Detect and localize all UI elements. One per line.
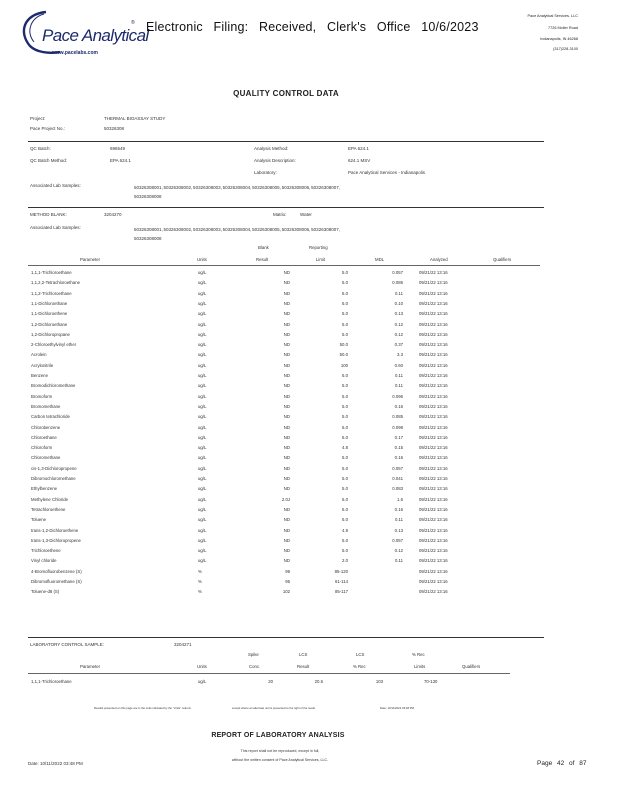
cell-units: ug/L (198, 342, 207, 348)
cell-rl: 5.0 (342, 424, 348, 430)
cell-blank: ND (283, 321, 290, 327)
cell-mdl: 0.085 (392, 414, 403, 420)
matrix-label: Matrix: (273, 212, 287, 217)
cell-blank: ND (283, 527, 290, 533)
footer-note-3: Date: 10/11/2022 03:48 PM (380, 706, 415, 710)
cell-analyzed: 09/21/22 13:16 (419, 589, 448, 595)
lab-address-line-2: 7726 Moller Road (548, 26, 578, 30)
cell-param: Chlorobenzene (31, 424, 61, 430)
qc-batch-value: 696549 (110, 146, 126, 151)
cell-mdl: 0.13 (394, 311, 403, 317)
cell-mdl: 0.083 (392, 486, 403, 492)
cell-rl: 5.0 (342, 321, 348, 327)
method-blank-id: 3204270 (104, 212, 122, 217)
qc-batch-method-value: EPA 624.1 (110, 158, 131, 163)
cell-param: Acrolein (31, 352, 47, 358)
blank-associated-samples-label: Associated Lab Samples: (30, 225, 81, 230)
pace-project-value: 50326308 (104, 126, 125, 131)
cell-mdl: 0.086 (392, 280, 403, 286)
header-underline (28, 265, 540, 266)
qc-batch-label: QC Batch: (30, 146, 51, 151)
project-value: THERMAL BIOASSAY STUDY (104, 116, 166, 121)
cell-param: Acrylonitrile (31, 362, 54, 368)
cell-units: ug/L (198, 373, 207, 378)
cell-mdl: 0.37 (394, 342, 403, 348)
cell-rl: 5.0 (342, 496, 348, 502)
cell-analyzed: 09/21/22 13:16 (419, 362, 448, 368)
lcs-row-rec: 103 (375, 679, 383, 684)
cell-blank: ND (283, 342, 290, 348)
cell-param: Trichloroethene (31, 548, 61, 554)
lcs-row-units: ug/L (198, 679, 207, 684)
report-notice-2: without the written consent of Pace Analytical Services, LLC. (231, 758, 329, 762)
lcs-col-header-spike-1: Spike (248, 652, 259, 657)
cell-param: Benzene (31, 373, 48, 378)
cell-rl: 85-117 (334, 589, 348, 595)
cell-param: 2-Chloroethylvinyl ether (31, 342, 77, 348)
page-title: QUALITY CONTROL DATA (233, 89, 339, 98)
cell-rl: 5.0 (342, 373, 348, 378)
cell-blank: ND (283, 537, 290, 543)
analysis-description-label: Analysis Description: (254, 158, 296, 163)
cell-mdl: 0.12 (394, 331, 403, 337)
cell-rl: 5.0 (342, 476, 348, 481)
col-header-reporting-2: Limit (316, 257, 326, 262)
blank-associated-samples-line-2: 50326308008 (134, 236, 162, 241)
cell-analyzed: 09/21/22 13:16 (419, 280, 448, 286)
cell-blank: ND (283, 486, 290, 492)
cell-mdl: 0.11 (394, 383, 403, 389)
cell-mdl: 0.10 (394, 300, 403, 306)
cell-mdl: 0.17 (394, 434, 403, 440)
cell-blank: ND (283, 455, 290, 461)
cell-analyzed: 09/21/22 13:16 (419, 548, 448, 554)
cell-rl: 4.8 (342, 445, 348, 451)
col-header-blank-2: Result (256, 257, 269, 262)
cell-rl: 5.0 (342, 414, 348, 420)
method-blank-label: METHOD BLANK: (30, 212, 67, 217)
cell-param: cis-1,3-Dichloropropene (31, 465, 77, 471)
footer-note-2: except where an alternate unit is presented to the right of the result. (232, 706, 316, 710)
col-header-analyzed: Analyzed (430, 257, 448, 262)
cell-param: Tetrachloroethene (31, 506, 66, 512)
cell-blank: 95 (285, 579, 290, 584)
cell-rl: 5.0 (342, 280, 348, 286)
lcs-label: LABORATORY CONTROL SAMPLE: (30, 642, 105, 647)
lcs-col-header-rec-1: LCS (356, 652, 365, 657)
footer-date: Date: 10/11/2022 03:48 PM (28, 761, 83, 766)
cell-mdl: 0.11 (394, 558, 403, 564)
col-header-blank-1: Blank (258, 245, 269, 250)
cell-units: % (198, 568, 202, 574)
cell-param: Chloromethane (31, 455, 61, 461)
footer-note-1: Results presented on this page are in the units indicated by the "Units" column (94, 706, 191, 710)
cell-analyzed: 09/21/22 13:16 (419, 568, 448, 574)
cell-mdl: 0.057 (392, 270, 403, 275)
cell-param: Chloroethane (31, 434, 57, 440)
blank-associated-samples-value (134, 225, 414, 243)
cell-rl: 5.0 (342, 383, 348, 389)
cell-units: ug/L (198, 311, 207, 317)
logo-wordmark: Pace Analytical (42, 26, 149, 45)
cell-analyzed: 09/21/22 13:16 (419, 331, 448, 337)
cell-blank: ND (283, 290, 290, 296)
cell-analyzed: 09/21/22 13:16 (419, 311, 448, 317)
cell-units: % (198, 589, 202, 595)
cell-analyzed: 09/21/22 13:16 (419, 434, 448, 440)
cell-blank: ND (283, 352, 290, 358)
cell-units: ug/L (198, 537, 207, 543)
cell-units: ug/L (198, 517, 207, 523)
cell-analyzed: 09/21/22 13:16 (419, 579, 448, 584)
cell-blank: ND (283, 403, 290, 409)
cell-blank: ND (283, 434, 290, 440)
cell-mdl: 0.13 (394, 527, 403, 533)
cell-blank: 2.0J (281, 496, 290, 502)
cell-rl: 5.0 (342, 517, 348, 523)
cell-param: 1,2-Dichloroethane (31, 321, 68, 327)
cell-blank: ND (283, 517, 290, 523)
cell-param: 1,2-Dichloropropane (31, 331, 70, 337)
lcs-col-header-qualifiers: Qualifiers (462, 664, 481, 669)
cell-mdl: 1.6 (397, 496, 403, 502)
cell-blank: ND (283, 445, 290, 451)
cell-rl: 5.0 (342, 548, 348, 554)
col-header-qualifiers: Qualifiers (493, 257, 512, 262)
lcs-row-parameter: 1,1,1-Trichloroethane (31, 679, 72, 684)
lcs-col-header-units: Units (197, 664, 207, 669)
cell-rl: 85-120 (334, 568, 348, 574)
col-header-units: Units (197, 257, 207, 262)
cell-rl: 5.0 (342, 403, 348, 409)
cell-units: % (198, 579, 202, 584)
cell-param: Vinyl chloride (31, 558, 57, 564)
cell-units: ug/L (198, 300, 207, 306)
cell-rl: 2.0 (342, 558, 348, 564)
cell-rl: 5.0 (342, 290, 348, 296)
cell-param: 1,1,2,2-Tetrachloroethane (31, 280, 80, 286)
lcs-col-header-spike-2: Conc. (249, 664, 261, 669)
cell-analyzed: 09/21/22 13:16 (419, 506, 448, 512)
cell-param: Toluene-d8 (S) (31, 589, 60, 595)
cell-units: ug/L (198, 352, 207, 358)
filing-stamp: Electronic Filing: Received, Clerk's Office 10/6/2023 (146, 20, 479, 34)
cell-units: ug/L (198, 527, 207, 533)
cell-analyzed: 09/21/22 13:16 (419, 290, 448, 296)
cell-rl: 100 (340, 362, 348, 368)
lcs-col-header-rec-2: % Rec (353, 664, 366, 669)
cell-units: ug/L (198, 465, 207, 471)
cell-rl: 5.0 (342, 393, 348, 399)
lcs-row-spike: 20 (268, 679, 273, 684)
cell-param: Dibromofluoromethane (S) (31, 579, 82, 584)
cell-analyzed: 09/21/22 13:16 (419, 403, 448, 409)
cell-mdl: 0.098 (392, 424, 403, 430)
cell-param: trans-1,2-Dichloroethene (31, 527, 79, 533)
cell-units: ug/L (198, 548, 207, 554)
cell-rl: 5.0 (342, 506, 348, 512)
col-header-parameter: Parameter (80, 257, 101, 262)
cell-units: ug/L (198, 486, 207, 492)
cell-units: ug/L (198, 434, 207, 440)
cell-analyzed: 09/21/22 13:16 (419, 455, 448, 461)
cell-rl: 61-114 (334, 579, 348, 584)
cell-param: 1,1-Dichloroethene (31, 311, 68, 317)
qc-associated-samples-line-1: 50326308001, 50326308002, 50326308003, 50326308004, 50326308005, 50326308006, 50326308007, (134, 185, 340, 190)
cell-param: Bromomethane (31, 403, 61, 409)
cell-param: Chloroform (31, 445, 53, 451)
cell-units: ug/L (198, 383, 207, 389)
cell-blank: ND (283, 311, 290, 317)
matrix-value: Water (300, 212, 312, 217)
cell-mdl: 0.041 (392, 476, 403, 481)
analysis-method-label: Analysis Method: (254, 146, 289, 151)
cell-mdl: 0.057 (392, 537, 403, 543)
cell-analyzed: 09/21/22 13:16 (419, 393, 448, 399)
cell-analyzed: 09/21/22 13:16 (419, 476, 448, 481)
cell-rl: 5.0 (342, 455, 348, 461)
cell-units: ug/L (198, 321, 207, 327)
cell-mdl: 0.11 (394, 290, 403, 296)
cell-units: ug/L (198, 403, 207, 409)
cell-analyzed: 09/21/22 13:16 (419, 352, 448, 358)
cell-units: ug/L (198, 445, 207, 451)
cell-param: Bromodichloromethane (31, 383, 76, 389)
pace-project-label: Pace Project No.: (30, 126, 66, 131)
cell-param: Methylene Chloride (31, 496, 69, 502)
logo-trademark: ® (131, 20, 135, 26)
cell-blank: ND (283, 465, 290, 471)
cell-param: trans-1,3-Dichloropropene (31, 537, 81, 543)
cell-analyzed: 09/21/22 13:16 (419, 517, 448, 523)
cell-blank: 102 (282, 589, 290, 595)
cell-mdl: 0.057 (392, 465, 403, 471)
cell-analyzed: 09/21/22 13:16 (419, 414, 448, 420)
logo-url: www.pacelabs.com (52, 50, 98, 56)
lab-address-line-3: Indianapolis, IN 46268 (540, 37, 578, 41)
analysis-description-value: 624.1 MSV (348, 158, 371, 163)
cell-rl: 50.0 (339, 342, 348, 348)
cell-rl: 5.0 (342, 465, 348, 471)
lcs-id: 3204271 (174, 642, 192, 647)
cell-rl: 5.0 (342, 331, 348, 337)
cell-rl: 4.8 (342, 527, 348, 533)
cell-param: Carbon tetrachloride (31, 414, 70, 420)
cell-units: ug/L (198, 558, 207, 564)
lcs-row-result: 20.6 (314, 679, 323, 684)
cell-blank: ND (283, 548, 290, 554)
report-title: REPORT OF LABORATORY ANALYSIS (211, 732, 345, 739)
cell-units: ug/L (198, 280, 207, 286)
cell-param: Ethylbenzene (31, 486, 58, 492)
cell-param: 1,1,2-Trichloroethane (31, 290, 72, 296)
report-notice-1: This report shall not be reproduced, except in full, (240, 749, 320, 753)
cell-mdl: 0.60 (394, 362, 403, 368)
cell-analyzed: 09/21/22 13:16 (419, 558, 448, 564)
cell-mdl: 0.11 (394, 517, 403, 523)
cell-analyzed: 09/21/22 13:16 (419, 383, 448, 389)
page-number: Page 42 of 87 (537, 760, 587, 767)
cell-blank: ND (283, 270, 290, 275)
cell-blank: ND (283, 506, 290, 512)
lcs-header-underline (28, 673, 510, 674)
cell-blank: ND (283, 373, 290, 378)
cell-param: Dibromochloromethane (31, 476, 76, 481)
cell-units: ug/L (198, 362, 207, 368)
cell-rl: 5.0 (342, 270, 348, 275)
lcs-col-header-lcs-1: LCS (299, 652, 308, 657)
cell-param: 1,1,1-Trichloroethane (31, 270, 72, 275)
cell-units: ug/L (198, 496, 207, 502)
cell-rl: 5.0 (342, 311, 348, 317)
cell-blank: ND (283, 476, 290, 481)
cell-mdl: 0.11 (394, 373, 403, 378)
cell-units: ug/L (198, 476, 207, 481)
cell-param: Bromoform (31, 393, 53, 399)
cell-rl: 5.0 (342, 300, 348, 306)
divider (28, 141, 544, 142)
lcs-row-limits: 70-130 (424, 679, 438, 684)
cell-analyzed: 09/21/22 13:16 (419, 496, 448, 502)
cell-blank: ND (283, 280, 290, 286)
cell-units: ug/L (198, 455, 207, 461)
cell-analyzed: 09/21/22 13:16 (419, 373, 448, 378)
cell-units: ug/L (198, 506, 207, 512)
cell-param: 1,1-Dichloroethane (31, 300, 68, 306)
cell-analyzed: 09/21/22 13:16 (419, 270, 448, 275)
cell-blank: ND (283, 414, 290, 420)
laboratory-value: Pace Analytical Services - Indianapolis (348, 170, 426, 175)
cell-units: ug/L (198, 270, 207, 275)
cell-analyzed: 09/21/22 13:16 (419, 321, 448, 327)
cell-units: ug/L (198, 290, 207, 296)
blank-associated-samples-line-1: 50326308001, 50326308002, 50326308003, 50326308004, 50326308005, 50326308006, 50326308007, (134, 227, 340, 232)
lcs-col-header-limits-2: Limits (414, 664, 426, 669)
cell-rl: 5.0 (342, 434, 348, 440)
cell-analyzed: 09/21/22 13:16 (419, 445, 448, 451)
qc-associated-samples-line-2: 50326308008 (134, 194, 162, 199)
cell-analyzed: 09/21/22 13:16 (419, 465, 448, 471)
cell-mdl: 0.12 (394, 321, 403, 327)
cell-blank: ND (283, 383, 290, 389)
pace-logo (16, 8, 149, 58)
cell-analyzed: 09/21/22 13:16 (419, 527, 448, 533)
cell-analyzed: 09/21/22 13:16 (419, 537, 448, 543)
cell-units: ug/L (198, 331, 207, 337)
cell-blank: 99 (285, 568, 290, 574)
col-header-reporting-1: Reporting (309, 245, 328, 250)
cell-blank: ND (283, 393, 290, 399)
cell-units: ug/L (198, 424, 207, 430)
cell-units: ug/L (198, 414, 207, 420)
cell-mdl: 0.16 (394, 403, 403, 409)
cell-mdl: 0.16 (394, 455, 403, 461)
col-header-mdl: MDL (375, 257, 385, 262)
laboratory-label: Laboratory: (254, 170, 277, 175)
qc-associated-samples-label: Associated Lab Samples: (30, 183, 81, 188)
lcs-col-header-parameter: Parameter (80, 664, 101, 669)
cell-mdl: 0.096 (392, 393, 403, 399)
cell-param: 4-Bromofluorobenzene (S) (31, 568, 82, 574)
lcs-col-header-lcs-2: Result (297, 664, 310, 669)
cell-units: ug/L (198, 393, 207, 399)
cell-analyzed: 09/21/22 13:16 (419, 424, 448, 430)
cell-analyzed: 09/21/22 13:16 (419, 300, 448, 306)
cell-blank: ND (283, 331, 290, 337)
cell-mdl: 0.15 (394, 445, 403, 451)
cell-rl: 5.0 (342, 537, 348, 543)
divider (28, 637, 544, 638)
analysis-method-value: EPA 624.1 (348, 146, 369, 151)
cell-rl: 5.0 (342, 486, 348, 492)
divider (28, 207, 544, 208)
cell-blank: ND (283, 362, 290, 368)
cell-mdl: 0.16 (394, 506, 403, 512)
cell-blank: ND (283, 558, 290, 564)
cell-blank: ND (283, 424, 290, 430)
cell-analyzed: 09/21/22 13:16 (419, 342, 448, 348)
cell-analyzed: 09/21/22 13:16 (419, 486, 448, 492)
lab-address-line-4: (317)228-3100 (553, 47, 578, 51)
qc-batch-method-label: QC Batch Method: (30, 158, 68, 163)
cell-mdl: 3.3 (397, 352, 403, 358)
lcs-col-header-limits-1: % Rec (412, 652, 425, 657)
cell-blank: ND (283, 300, 290, 306)
qc-associated-samples-value (134, 183, 414, 201)
cell-param: Toluene (31, 517, 47, 523)
lab-address-line-1: Pace Analytical Services, LLC (527, 14, 578, 18)
cell-rl: 50.0 (339, 352, 348, 358)
project-label: Project: (30, 116, 46, 121)
cell-mdl: 0.12 (394, 548, 403, 554)
